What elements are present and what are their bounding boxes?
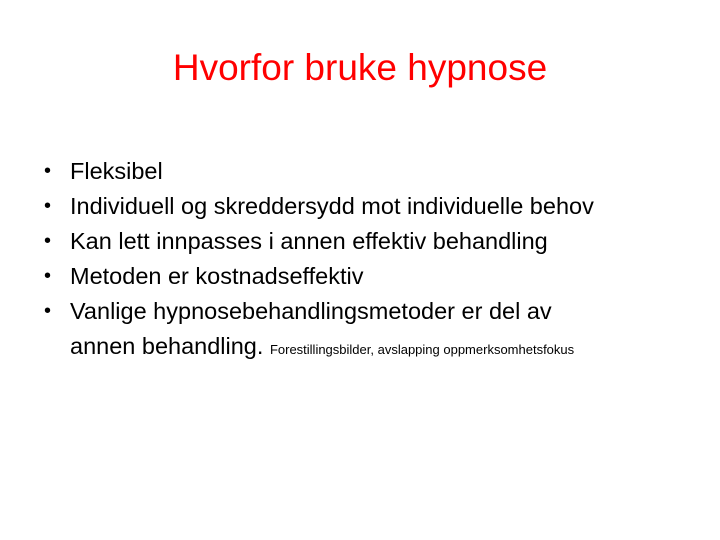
bullet-item-fleksibel [44, 154, 704, 189]
bullet-dot-icon: • [44, 300, 52, 322]
bullet-text: Vanlige hypnosebehandlingsmetoder er del av [70, 298, 552, 324]
bullet-small-note: Forestillingsbilder, avslapping oppmerksomhetsfokus [269, 342, 575, 357]
bullet-text: Kan lett innpasses i annen effektiv behandling [70, 228, 548, 254]
bullet-text: Metoden er kostnadseffektiv [70, 263, 364, 289]
bullet-item-individuell [44, 189, 704, 224]
bullet-dot-icon: • [44, 265, 52, 287]
bullet-dot-icon: • [44, 160, 52, 182]
bullet-item-kostnadseffektiv [44, 259, 704, 294]
slide-title: Hvorfor bruke hypnose [172, 47, 548, 88]
bullet-text: Fleksibel [70, 158, 163, 184]
bullet-text: Individuell og skreddersydd mot individuelle behov [70, 193, 594, 219]
bullet-continuation-line [70, 329, 704, 364]
bullet-dot-icon: • [44, 230, 52, 252]
bullet-continuation-text: annen behandling. [70, 333, 264, 359]
bullet-list [44, 154, 704, 364]
bullet-dot-icon: • [44, 195, 52, 217]
bullet-item-vanlige-metoder [44, 294, 704, 364]
bullet-item-innpasses [44, 224, 704, 259]
